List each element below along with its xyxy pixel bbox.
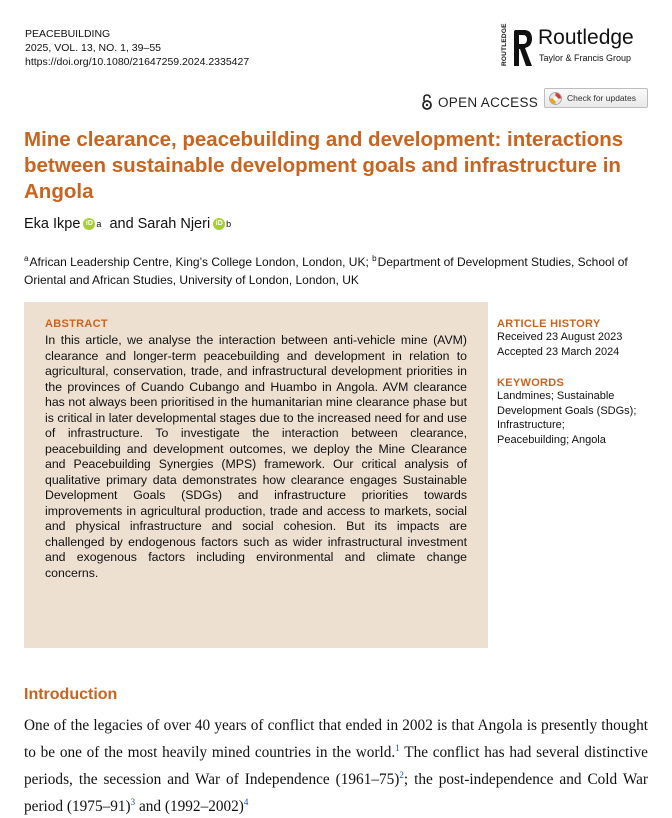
keyword-line: Peacebuilding; Angola	[497, 433, 606, 446]
abstract-heading: ABSTRACT	[45, 318, 108, 330]
article-history-heading: ARTICLE HISTORY	[497, 318, 601, 330]
article-title: Mine clearance, peacebuilding and development: interactions between sustainable development goals and infrastructure in Angola	[24, 128, 624, 203]
accepted-date: Accepted 23 March 2024	[497, 345, 620, 358]
footnote-link[interactable]: 2	[399, 770, 404, 781]
intro-text-part: and (1992–2002)	[135, 798, 244, 816]
open-lock-icon	[421, 94, 433, 110]
author-list	[24, 216, 235, 232]
affiliation-marker: b	[372, 254, 377, 263]
journal-name: PEACEBUILDING	[25, 28, 111, 40]
publisher-subtitle: Taylor & Francis Group	[539, 53, 632, 63]
publisher-logo	[501, 24, 651, 72]
orcid-icon[interactable]: iD	[83, 218, 95, 230]
keyword-line: Infrastructure;	[497, 419, 565, 431]
journal-citation: 2025, VOL. 13, NO. 1, 39–55	[25, 42, 162, 54]
author-name[interactable]: Eka Ikpe	[24, 216, 81, 232]
footnote-link[interactable]: 1	[395, 743, 400, 753]
publisher-vertical-label: ROUTLEDGE	[501, 23, 508, 66]
intro-text-part: ; the post-independence and Cold War period (1975–91)	[24, 771, 648, 816]
received-date: Received 23 August 2023	[497, 331, 623, 343]
check-for-updates-label: Check for updates	[567, 93, 636, 103]
publisher-name: Routledge	[538, 26, 634, 49]
introduction-paragraph	[24, 714, 648, 818]
affiliations	[24, 250, 654, 289]
check-for-updates-button[interactable]	[544, 88, 648, 108]
journal-meta	[25, 27, 249, 69]
keyword-line: Landmines; Sustainable	[497, 390, 615, 402]
footnote-link[interactable]: 3	[130, 797, 136, 808]
affiliation-text: African Leadership Centre, King’s College London, London, UK;	[29, 255, 373, 269]
footnote-link[interactable]: 4	[243, 797, 249, 808]
affiliation-text: Department of Development Studies, School of Oriental and African Studies, University of London, London, UK	[24, 255, 628, 287]
keyword-line: Development Goals (SDGs);	[497, 404, 637, 417]
orcid-icon[interactable]: iD	[213, 218, 225, 230]
intro-text-part: The conflict has had several distinctive periods, the secession and War of Independence (1961–75)	[24, 744, 648, 789]
routledge-r-icon	[511, 28, 535, 68]
open-access-label: OPEN ACCESS	[438, 94, 539, 110]
doi-link[interactable]: https://doi.org/10.1080/21647259.2024.2335427	[25, 56, 250, 68]
author-name[interactable]: Sarah Njeri	[137, 216, 211, 232]
crossmark-icon	[549, 92, 562, 105]
affiliation-marker: a	[24, 254, 29, 263]
keywords-heading: KEYWORDS	[497, 377, 565, 389]
section-heading-introduction: Introduction	[24, 686, 118, 703]
intro-text-part: One of the legacies of over 40 years of conflict that ended in 2002 is that Angola is presently thought to be one of the most heavily mined countries in the world.	[24, 717, 648, 762]
abstract-text: In this article, we analyse the interaction between anti-vehicle mine (AVM) clearance and longer-term peacebuilding and development in relation to agricultural, conservation, trade, and infrastructural development priorities in the provinces of Cuando Cubango and Huambo in Angola. AVM clearance has not always been prioritised in the humanitarian mine clearance phase but is critical in later developmental stages due to the increased need for and use of infrastructure. To investigate the interaction between clearance, peacebuilding and development outcomes, we deploy the Mine Clearance and Peacebuilding Synergies (MPS) framework. Our critical analysis of qualitative primary data demonstrates how clearance engages Sustainable Development Goals (SDGs) and infrastructure priorities towards improvements in agricultural production, trade and access to markets, social and physical infrastructure and social cohesion. But its impacts are challenged by endogenous factors such as wider infrastructural investment and exogenous factors including environmental and climate change concerns.	[45, 333, 467, 580]
affiliation-marker: a	[96, 219, 102, 229]
open-access-indicator	[421, 92, 538, 112]
article-sidebar	[497, 318, 657, 447]
author-separator: and	[109, 216, 134, 232]
affiliation-marker: b	[226, 219, 232, 229]
